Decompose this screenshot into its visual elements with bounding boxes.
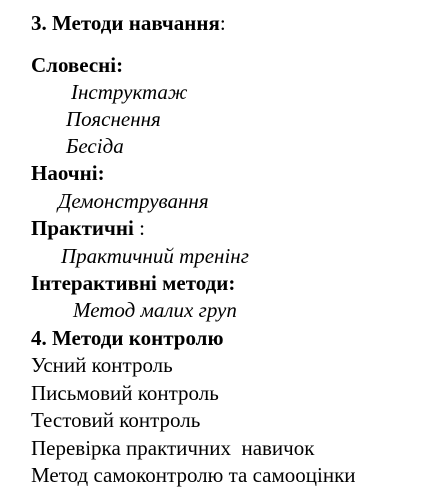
section-4-heading: 4. Методи контролю (31, 326, 224, 350)
method-item: Демонстрування (58, 189, 209, 213)
method-item: Практичний тренінг (61, 244, 249, 268)
control-item: Письмовий контроль (31, 381, 219, 405)
group-label-visual: Наочні: (31, 161, 105, 185)
group-label-practical-line (31, 216, 145, 240)
control-item: Тестовий контроль (31, 408, 201, 432)
group-label-interactive: Інтерактивні методи: (31, 271, 236, 295)
method-item: Бесіда (66, 134, 124, 158)
method-item: Інструктаж (71, 80, 188, 104)
control-item: Перевірка практичних навичок (31, 436, 315, 460)
control-item: Метод самоконтролю та самооцінки (31, 463, 356, 487)
method-item: Пояснення (66, 107, 161, 131)
section-3-heading (31, 11, 226, 35)
section-3-title-colon: : (219, 11, 226, 35)
group-label-verbal: Словесні: (31, 53, 124, 77)
control-item: Усний контроль (31, 353, 173, 377)
group-label-practical: Практичні (31, 216, 134, 240)
section-3-title: 3. Методи навчання (31, 11, 220, 35)
group-label-practical-colon: : (133, 216, 145, 240)
method-item: Метод малих груп (73, 298, 237, 322)
